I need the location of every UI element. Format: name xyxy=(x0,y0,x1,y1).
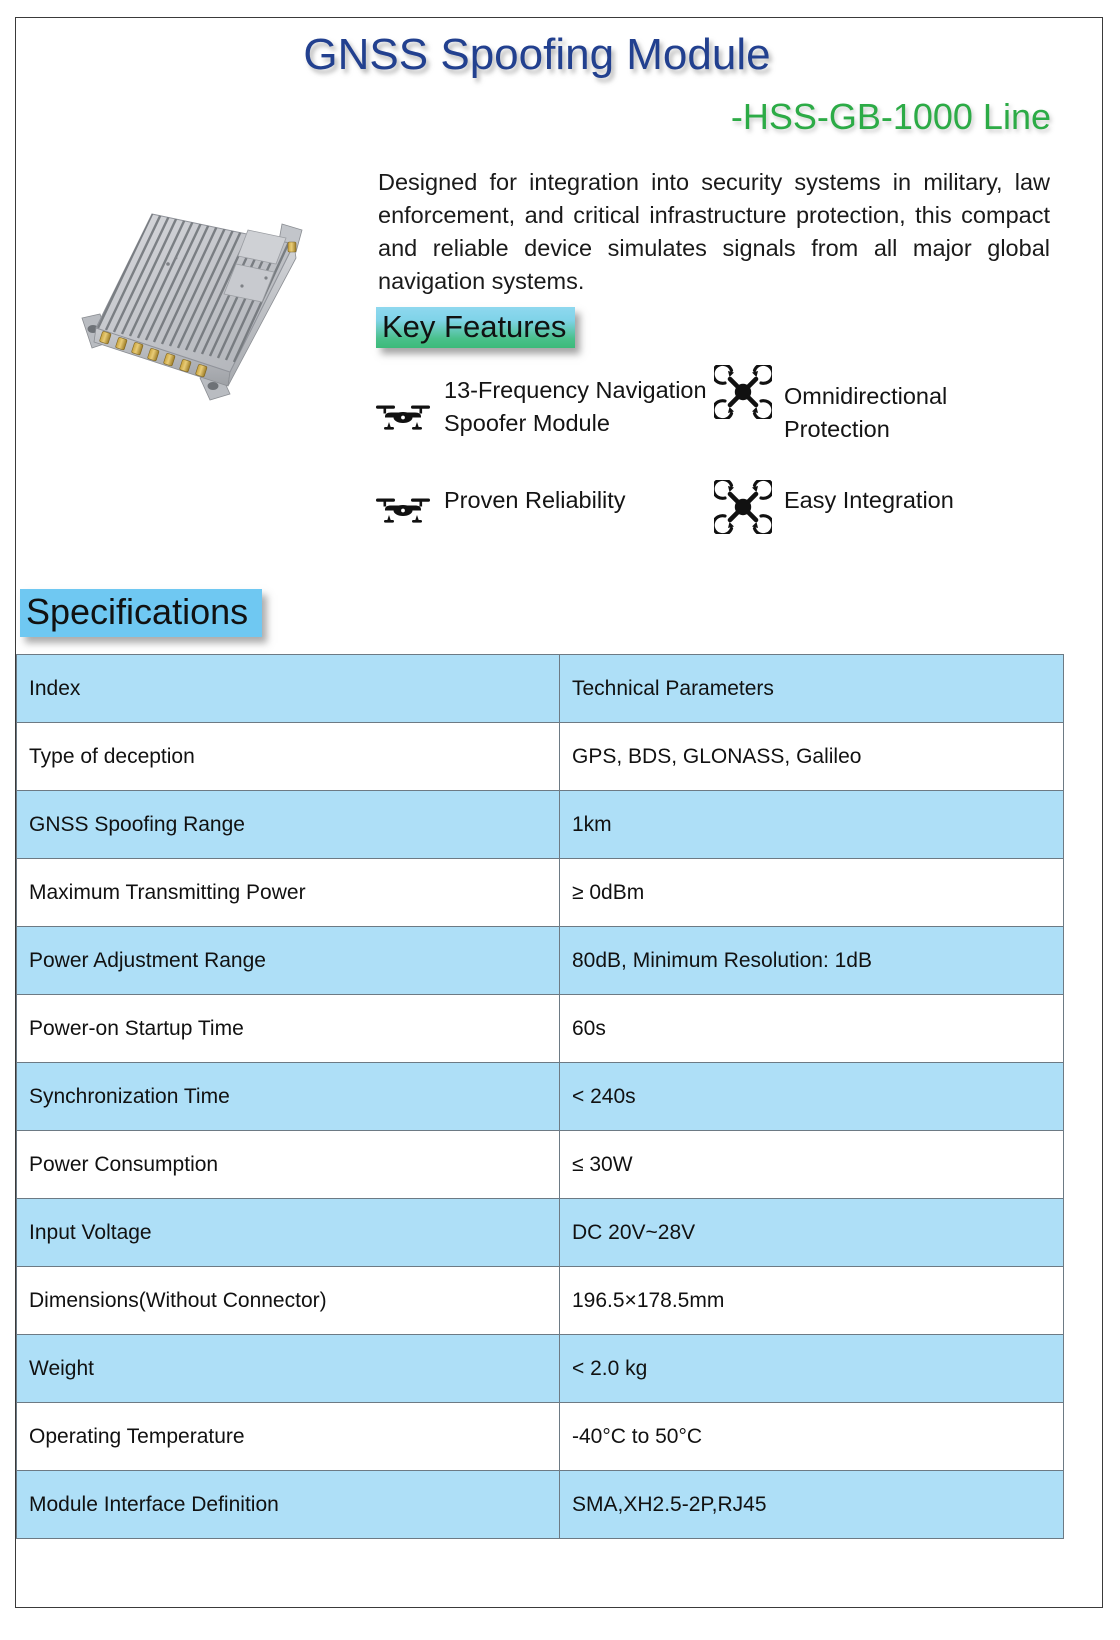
table-cell-parameter: SMA,XH2.5-2P,RJ45 xyxy=(560,1471,1064,1539)
table-cell-parameter: 196.5×178.5mm xyxy=(560,1267,1064,1335)
feature-item-omnidirectional-protection xyxy=(712,364,1042,446)
table-row xyxy=(17,927,1064,995)
table-cell-parameter: < 240s xyxy=(560,1063,1064,1131)
table-cell-index: Power Adjustment Range xyxy=(17,927,560,995)
key-features-heading: Key Features xyxy=(376,307,575,348)
table-cell-index: Dimensions(Without Connector) xyxy=(17,1267,560,1335)
table-cell-index: Power Consumption xyxy=(17,1131,560,1199)
table-row xyxy=(17,723,1064,791)
product-description: Designed for integration into security systems in military, law enforcement, and critical infrastructure protection, this compact and reliable device simulates signals from all major global navigation systems. xyxy=(378,168,1050,294)
page-subtitle: -HSS-GB-1000 Line xyxy=(730,96,1051,137)
product-image xyxy=(52,172,352,417)
table-row xyxy=(17,1471,1064,1539)
table-cell-index: Weight xyxy=(17,1335,560,1403)
table-row xyxy=(17,995,1064,1063)
table-row xyxy=(17,1199,1064,1267)
feature-item-easy-integration xyxy=(712,484,1042,530)
drone-top-icon xyxy=(712,364,774,420)
specifications-heading: Specifications xyxy=(20,589,262,637)
table-row xyxy=(17,1335,1064,1403)
table-cell-index: Power-on Startup Time xyxy=(17,995,560,1063)
feature-item-13-frequency-navigation-spoofer-module xyxy=(372,364,712,442)
feature-row xyxy=(372,472,1050,542)
feature-item-proven-reliability xyxy=(372,484,712,530)
table-row xyxy=(17,1063,1064,1131)
table-header-cell: Index xyxy=(17,655,560,723)
feature-label: Proven Reliability xyxy=(444,487,626,513)
table-row xyxy=(17,859,1064,927)
table-cell-parameter: ≥ 0dBm xyxy=(560,859,1064,927)
drone-side-icon xyxy=(372,386,434,442)
table-cell-parameter: ≤ 30W xyxy=(560,1131,1064,1199)
table-cell-parameter: 80dB, Minimum Resolution: 1dB xyxy=(560,927,1064,995)
page-header xyxy=(15,18,1103,137)
table-row xyxy=(17,1267,1064,1335)
drone-top-icon xyxy=(712,484,774,530)
table-cell-parameter: 60s xyxy=(560,995,1064,1063)
table-cell-parameter: < 2.0 kg xyxy=(560,1335,1064,1403)
key-features-list xyxy=(372,364,1050,542)
feature-label: Omnidirectional Protection xyxy=(784,383,948,442)
table-cell-index: GNSS Spoofing Range xyxy=(17,791,560,859)
table-cell-index: Input Voltage xyxy=(17,1199,560,1267)
drone-side-icon xyxy=(372,484,434,530)
feature-label: Easy Integration xyxy=(784,487,954,513)
table-row xyxy=(17,791,1064,859)
table-row xyxy=(17,1131,1064,1199)
table-cell-parameter: DC 20V~28V xyxy=(560,1199,1064,1267)
table-cell-index: Module Interface Definition xyxy=(17,1471,560,1539)
table-cell-index: Synchronization Time xyxy=(17,1063,560,1131)
table-header-row xyxy=(17,655,1064,723)
page-title: GNSS Spoofing Module xyxy=(303,30,771,79)
table-cell-parameter: -40°C to 50°C xyxy=(560,1403,1064,1471)
table-row xyxy=(17,1403,1064,1471)
table-cell-index: Maximum Transmitting Power xyxy=(17,859,560,927)
feature-label: 13-Frequency Navigation Spoofer Module xyxy=(444,377,707,436)
specifications-table xyxy=(16,654,1064,1539)
table-cell-parameter: GPS, BDS, GLONASS, Galileo xyxy=(560,723,1064,791)
table-header-cell: Technical Parameters xyxy=(560,655,1064,723)
table-cell-parameter: 1km xyxy=(560,791,1064,859)
feature-row xyxy=(372,364,1050,472)
table-cell-index: Operating Temperature xyxy=(17,1403,560,1471)
table-cell-index: Type of deception xyxy=(17,723,560,791)
